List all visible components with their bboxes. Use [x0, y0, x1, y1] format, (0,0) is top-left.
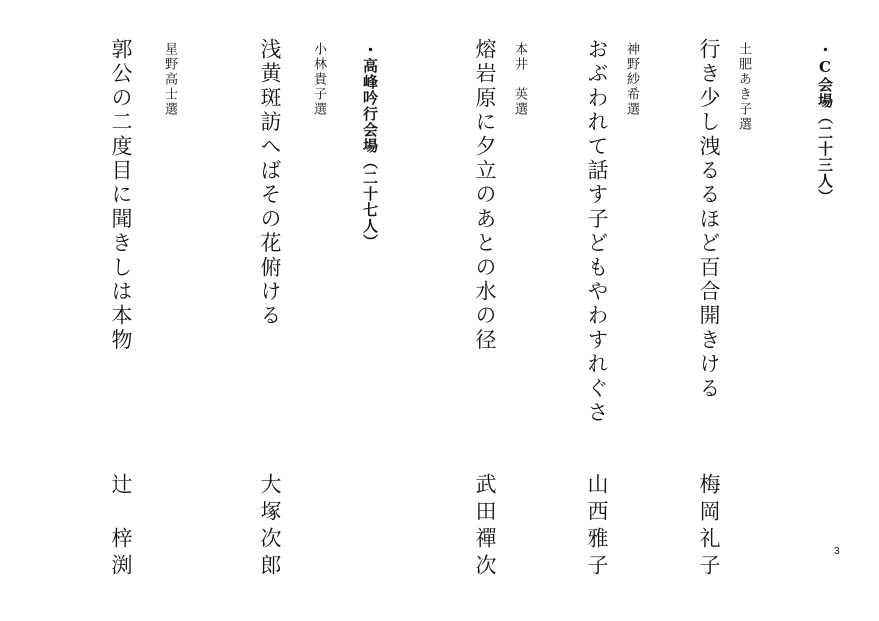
selector-name: 星野高士選 — [162, 42, 177, 117]
haiku-author: 武田禪次 — [473, 473, 497, 581]
haiku-text: 浅黄斑訪へばその花俯ける — [258, 38, 282, 329]
haiku-text: おぶわれて話す子どもやわすれぐさ — [585, 38, 609, 426]
haiku-author: 大塚次郎 — [258, 473, 282, 581]
selector-name: 本井 英選 — [512, 42, 527, 117]
selector-name: 小林貴子選 — [311, 42, 326, 117]
section-heading: ・高峰吟行会場（二十七人） — [361, 42, 379, 250]
haiku-text: 郭公の二度目に聞きしは本物 — [109, 38, 133, 353]
section-heading: ・C会場（二十三人） — [816, 42, 834, 205]
haiku-text: 行き少し洩るるほど百合開きける — [697, 38, 721, 401]
page-number: 3 — [834, 546, 840, 557]
haiku-author: 梅岡礼子 — [697, 473, 721, 581]
selector-name: 神野紗希選 — [624, 42, 639, 117]
haiku-text: 熔岩原に夕立のあとの水の径 — [473, 38, 497, 353]
haiku-author: 辻 梓渕 — [109, 473, 133, 581]
haiku-author: 山西雅子 — [585, 473, 609, 581]
selector-name: 土肥あき子選 — [736, 42, 751, 132]
